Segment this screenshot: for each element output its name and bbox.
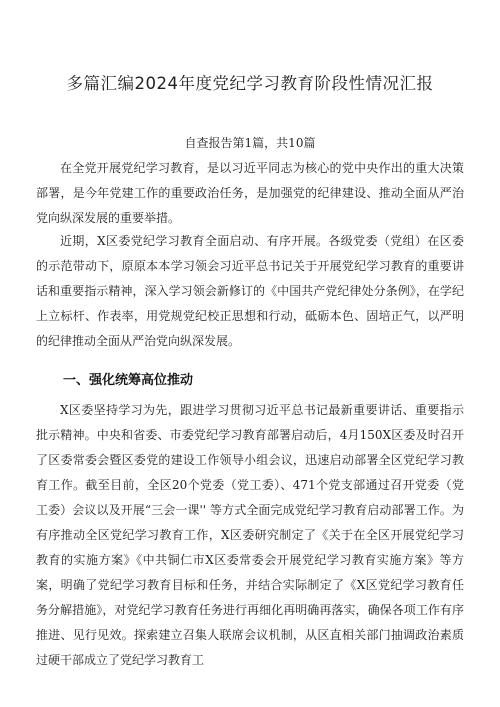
section-heading: 一、强化统筹高位推动 xyxy=(63,373,194,388)
document-title: 多篇汇编2024年度党纪学习教育阶段性情况汇报 xyxy=(66,74,434,93)
document-subtitle: 自查报告第1篇，共10篇 xyxy=(184,136,316,150)
section-paragraph: X区委坚持学习为先，跟进学习贯彻习近平总书记最新重要讲话、重要指示批示精神。中央和省委、市委党纪学习教育部署启动后，4月150X区委及时召开了区委常委会暨区委党的建设工作领导小组会议，迅速启动部署全区党纪学习教育工作。截至目前，全区20个党委（党工委）、471个党支部通过召开党委（党工委）会议以及开展“三会一课'' 等方式全面完成党纪学习教育启动部署工作。为有序推动全区党纪学习教育工作，X区委研究制定了《关于在全区开展党纪学习教育的实施方案》《中共铜仁市X区委常委会开展党纪学习教育实施方案》等方案，明确了党纪学习教育目标和任务，并结合实际制定了《X区党纪学习教育任务分解措施》，对党纪学习教育任务进行再细化再明确再落实，确保各项工作有序推进、见行见效。探索建立召集人联席会议机制，从区直相关部门抽调政治素质过硬干部成立了党纪学习教育工 xyxy=(36,403,464,667)
intro-paragraph: 在全党开展党纪学习教育，是以习近平同志为核心的党中央作出的重大决策部署，是今年党建工作的重要政治任务，是加强党的纪律建设、推动全面从严治党向纵深发展的重要举措。 xyxy=(36,161,464,225)
progress-paragraph: 近期，X区委党纪学习教育全面启动、有序开展。各级党委（党组）在区委的示范带动下，原原本本学习领会习近平总书记关于开展党纪学习教育的重要讲话和重要指示精神，深入学习领会新修订的《中国共产党纪律处分条例》，在学纪上立标杆、作表率，用党规党纪校正思想和行动，砥砺本色、固培正气，以严明的纪律推动全面从严治党向纵深发展。 xyxy=(36,234,464,348)
